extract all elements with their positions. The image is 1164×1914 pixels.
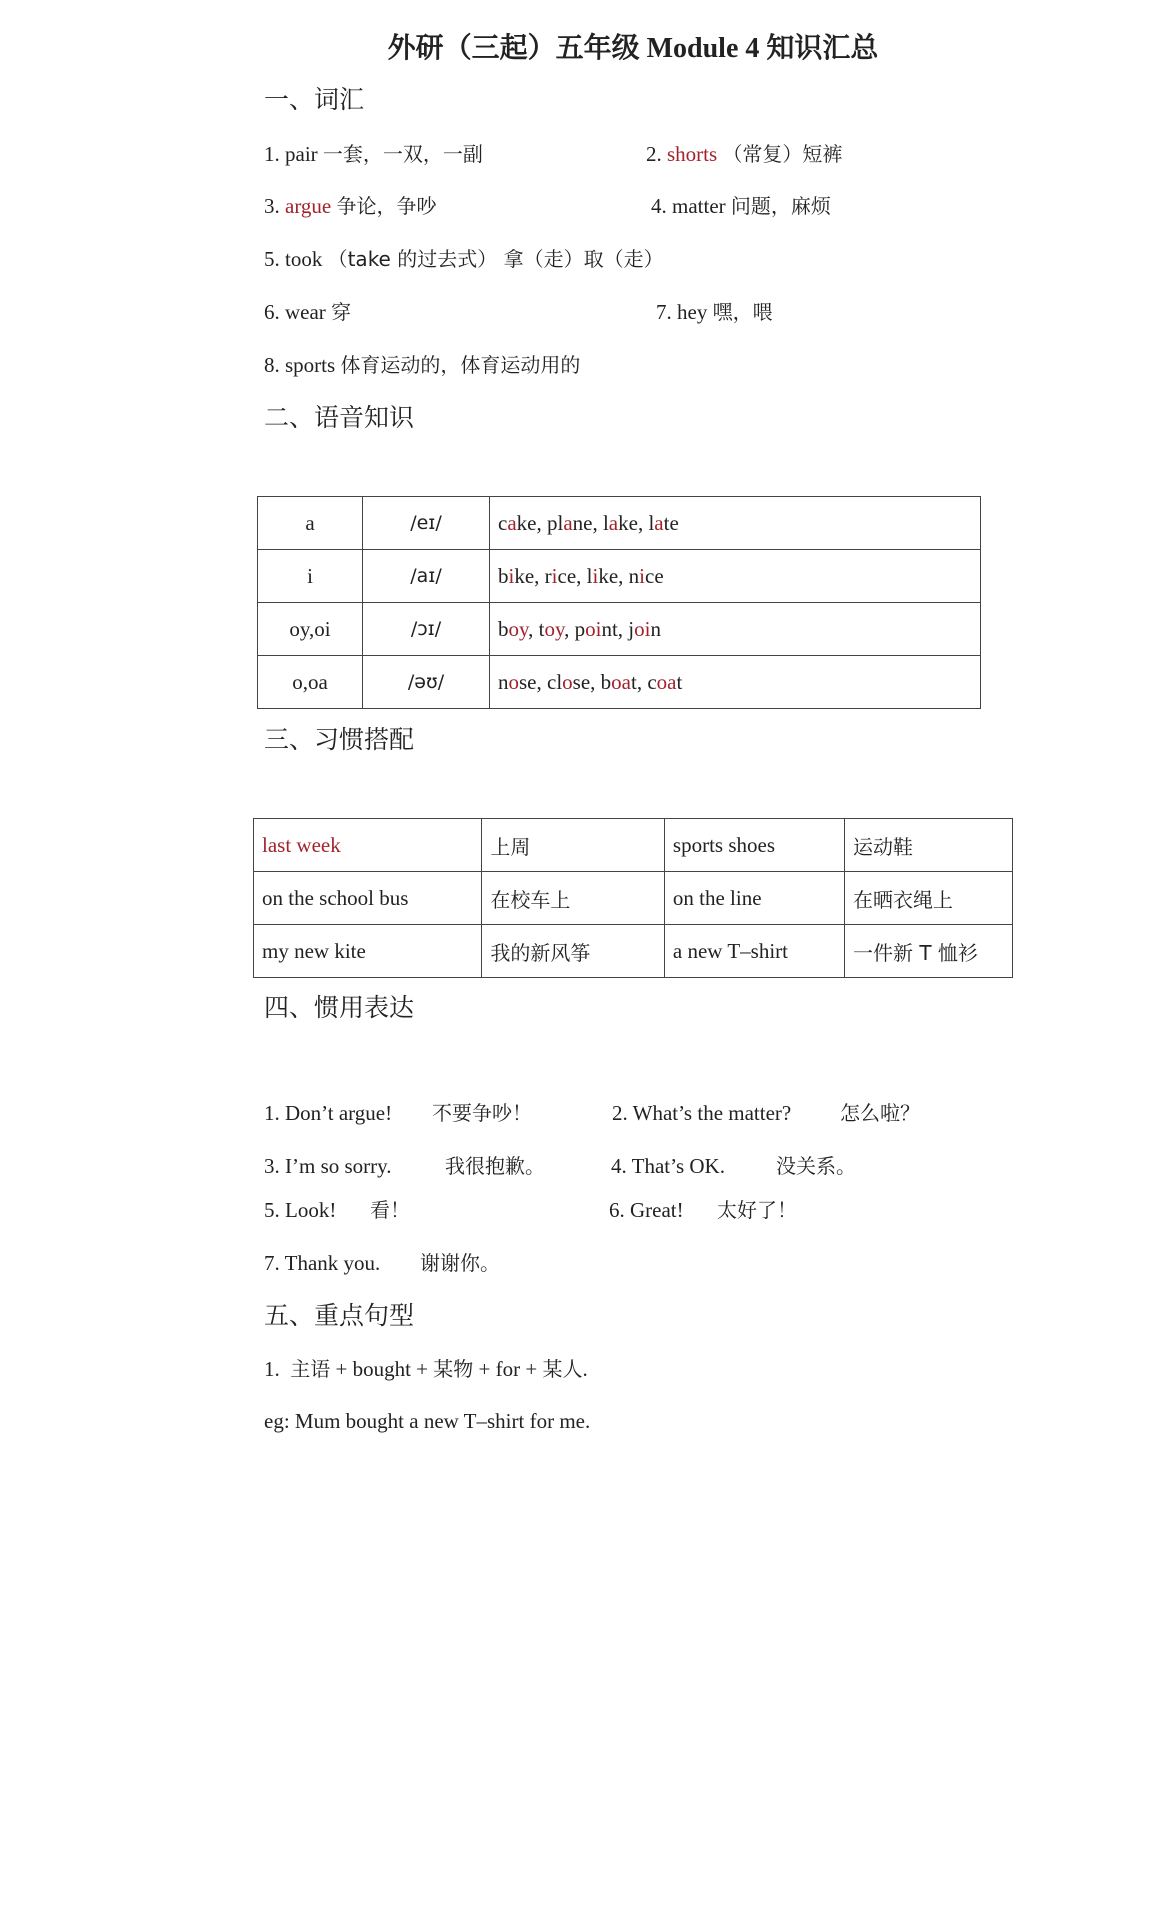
phrase-english: a new T–shirt: [664, 925, 844, 978]
expression-chinese: 没关系。: [776, 1154, 856, 1178]
section-heading-phrases: 三、习惯搭配: [264, 725, 415, 754]
example-text: se, cl: [519, 669, 563, 694]
vocab-number: 5.: [264, 247, 285, 271]
highlighted-letters: i: [551, 563, 558, 588]
highlighted-letters: oy: [544, 616, 565, 641]
sentence-pattern: [264, 1354, 588, 1384]
example-text: n: [650, 616, 661, 641]
vocab-number: 7.: [656, 300, 677, 324]
expression-english: 4. That’s OK.: [611, 1154, 725, 1178]
vocab-number: 4.: [651, 194, 672, 218]
pattern-for: + for +: [478, 1357, 543, 1381]
expression-chinese: 怎么啦？: [840, 1101, 920, 1125]
phonics-letters: o,oa: [258, 656, 363, 709]
pattern-example: eg: Mum bought a new T–shirt for me.: [264, 1409, 591, 1433]
highlighted-letters: i: [639, 563, 646, 588]
vocab-item: [264, 191, 437, 221]
expression-english: 1. Don’t argue!: [264, 1101, 393, 1125]
vocab-word: wear: [285, 300, 326, 324]
example-text: se, b: [572, 669, 612, 694]
phonics-examples: [490, 656, 981, 709]
example-text: b: [498, 616, 509, 641]
highlighted-letters: oi: [634, 616, 651, 641]
phonics-examples: [490, 550, 981, 603]
vocab-number: 6.: [264, 300, 285, 324]
vocab-number: 8.: [264, 353, 285, 377]
example-text: b: [498, 563, 509, 588]
pattern-object: 某物: [433, 1357, 474, 1381]
vocab-meaning: 嘿，喂: [712, 300, 773, 324]
vocab-meaning: （take 的过去式） 拿（走）取（走）: [327, 247, 664, 271]
expression-chinese: 谢谢你。: [420, 1251, 500, 1275]
vocab-word: sports: [285, 353, 336, 377]
phrase-row: [254, 819, 1013, 872]
expression-english: 5. Look!: [264, 1198, 337, 1222]
highlighted-letters: i: [508, 563, 515, 588]
title-cn: 外研（三起）五年级: [387, 31, 640, 64]
phrase-meaning: 我的新风筝: [482, 925, 664, 978]
vocab-meaning: 穿: [331, 300, 352, 324]
phonics-table: [257, 496, 981, 709]
phrase-meaning: 在校车上: [482, 872, 664, 925]
expression-chinese: 看！: [370, 1198, 410, 1222]
highlighted-letters: oi: [585, 616, 602, 641]
phonics-row: [258, 656, 981, 709]
highlighted-letters: oa: [656, 669, 677, 694]
phonics-examples: [490, 497, 981, 550]
example-text: ne, l: [572, 510, 609, 535]
phonics-row: [258, 550, 981, 603]
highlighted-letters: o: [562, 669, 573, 694]
highlighted-letters: i: [592, 563, 599, 588]
phrase-english: my new kite: [254, 925, 482, 978]
phonics-letters: i: [258, 550, 363, 603]
highlighted-letters: o: [508, 669, 519, 694]
example-text: n: [498, 669, 509, 694]
vocab-meaning: 一套，一双，一副: [322, 142, 483, 166]
phrase-meaning: 运动鞋: [844, 819, 1012, 872]
phrase-english: on the line: [664, 872, 844, 925]
example-text: ke, l: [618, 510, 655, 535]
expression-english: 7. Thank you.: [264, 1251, 381, 1275]
vocab-meaning: 体育运动的，体育运动用的: [340, 353, 581, 377]
example-text: ke, r: [514, 563, 552, 588]
vocab-item: [264, 350, 580, 380]
vocab-word: hey: [677, 300, 708, 324]
example-text: nt, j: [601, 616, 635, 641]
example-text: ce, l: [557, 563, 593, 588]
example-text: t, c: [630, 669, 657, 694]
example-text: , p: [564, 616, 586, 641]
example-text: ke, n: [598, 563, 640, 588]
expression-chinese: 太好了！: [717, 1198, 797, 1222]
vocab-meaning: 争论，争吵: [336, 194, 437, 218]
vocab-number: 2.: [646, 142, 667, 166]
vocab-word: matter: [672, 194, 726, 218]
pattern-subject: 主语: [290, 1357, 331, 1381]
phrase-english: on the school bus: [254, 872, 482, 925]
pattern-bought: + bought +: [335, 1357, 434, 1381]
phrase-row: [254, 925, 1013, 978]
highlighted-letters: a: [507, 510, 517, 535]
page-title: [0, 30, 1164, 67]
phrase-english: sports shoes: [664, 819, 844, 872]
example-text: c: [498, 510, 508, 535]
vocab-item: [264, 139, 483, 169]
section-heading-vocab: 一、词汇: [264, 85, 365, 114]
phrases-table: [253, 818, 1013, 978]
vocab-item: [264, 297, 351, 327]
phonics-row: [258, 497, 981, 550]
example-text: , t: [528, 616, 545, 641]
vocab-word: took: [285, 247, 323, 271]
title-en: Module 4: [639, 33, 767, 64]
highlighted-letters: a: [608, 510, 619, 535]
vocab-word: argue: [285, 194, 332, 218]
expression-english: 2. What’s the matter?: [612, 1101, 792, 1125]
highlighted-letters: a: [563, 510, 573, 535]
phrase-english: last week: [254, 819, 482, 872]
phonics-ipa: /eɪ/: [363, 497, 490, 550]
vocab-item: [656, 297, 773, 327]
highlighted-letters: oa: [611, 669, 631, 694]
vocab-meaning: 问题，麻烦: [730, 194, 831, 218]
pattern-person: 某人: [542, 1357, 583, 1381]
expression-english: 6. Great!: [609, 1198, 684, 1222]
vocab-item: [651, 191, 831, 221]
phonics-ipa: /aɪ/: [363, 550, 490, 603]
example-text: ce: [645, 563, 664, 588]
example-text: te: [663, 510, 679, 535]
vocab-word: pair: [285, 142, 318, 166]
section-heading-phonics: 二、语音知识: [264, 403, 415, 432]
phrase-meaning: 上周: [482, 819, 664, 872]
pattern-number: 1.: [264, 1357, 280, 1381]
phrase-meaning: 在晒衣绳上: [844, 872, 1012, 925]
expression-chinese: 我很抱歉。: [445, 1154, 545, 1178]
highlighted-letters: a: [654, 510, 664, 535]
pattern-period: .: [582, 1357, 588, 1381]
phonics-row: [258, 603, 981, 656]
phonics-examples: [490, 603, 981, 656]
expression-chinese: 不要争吵！: [432, 1101, 532, 1125]
vocab-number: 1.: [264, 142, 285, 166]
phrase-meaning: 一件新 T 恤衫: [844, 925, 1012, 978]
phonics-ipa: /əʊ/: [363, 656, 490, 709]
section-heading-patterns: 五、重点句型: [264, 1301, 415, 1330]
vocab-meaning: （常复）短裤: [722, 142, 843, 166]
vocab-word: shorts: [667, 142, 718, 166]
phrase-row: [254, 872, 1013, 925]
section-heading-expressions: 四、惯用表达: [264, 993, 415, 1022]
highlighted-letters: oy: [508, 616, 529, 641]
example-text: ke, pl: [516, 510, 564, 535]
vocab-number: 3.: [264, 194, 285, 218]
title-cn-2: 知识汇总: [766, 31, 879, 64]
vocab-item: [264, 244, 664, 274]
phonics-letters: oy,oi: [258, 603, 363, 656]
vocab-item: [646, 139, 842, 169]
phonics-letters: a: [258, 497, 363, 550]
expression-english: 3. I’m so sorry.: [264, 1154, 392, 1178]
example-text: t: [676, 669, 683, 694]
phonics-ipa: /ɔɪ/: [363, 603, 490, 656]
